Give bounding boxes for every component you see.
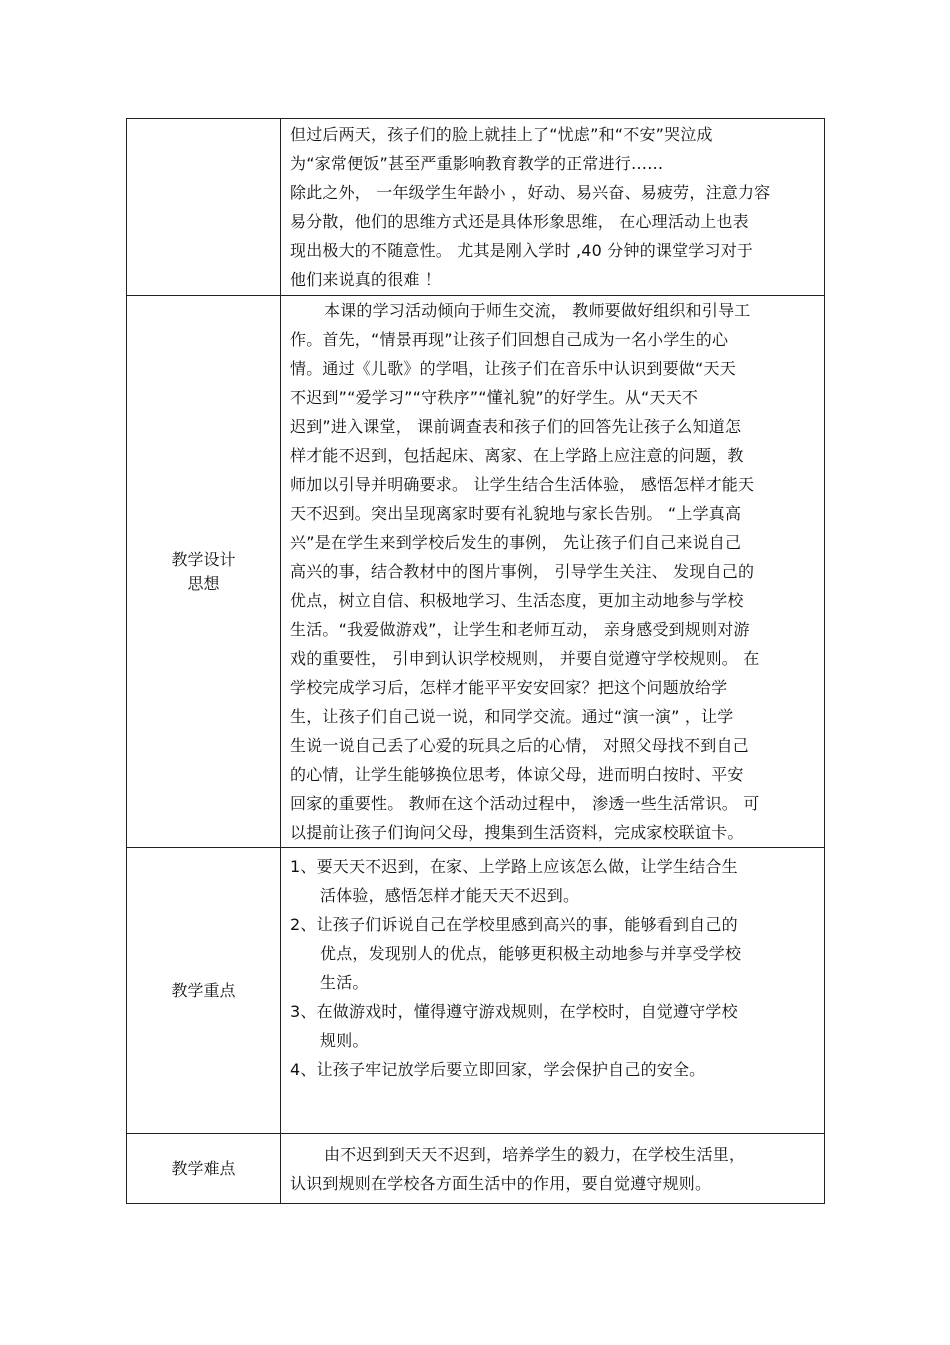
text-line: 情。通过《儿歌》的学唱，让孩子们在音乐中认识到要做“天天 [290,359,736,378]
text-line: 样才能不迟到，包括起床、离家、在上学路上应注意的问题，教 [290,446,744,465]
list-item [290,1055,814,1084]
text-line: 天不迟到。突出呈现离家时要有礼貌地与家长告别。 “上学真高 [290,504,742,523]
text-line: 师加以引导并明确要求。 让学生结合生活体验， 感悟怎样才能天 [290,475,755,494]
difficulties-text [281,1134,825,1204]
table-row-background [127,119,825,296]
text-line: 以提前让孩子们询问父母，搜集到生活资料，完成家校联谊卡。 [290,823,744,842]
text-line: 高兴的事，结合教材中的图片事例， 引导学生关注、 发现自己的 [290,562,755,581]
row-label-difficulties: 教学难点 [127,1134,281,1204]
text-line: 学校完成学习后，怎样才能平平安安回家？把这个问题放给学 [290,678,728,697]
background-text [281,119,825,296]
text-line: 兴”是在学生来到学校后发生的事例， 先让孩子们自己来说自己 [290,533,742,552]
text-line: 易分散，他们的思维方式还是具体形象思维， 在心理活动上也表 [290,212,749,231]
label-line: 思想 [187,573,220,593]
design-idea-text [281,296,825,848]
text-line: 他们来说真的很难 ！ [290,270,442,289]
text-line: 的心情，让学生能够换位思考，体谅父母，进而明白按时、平安 [290,765,744,784]
row-label-empty [127,119,281,296]
text-line: 生活。“我爱做游戏”，让学生和老师互动， 亲身感受到规则对游 [290,620,750,639]
text-line: 除此之外， 一年级学生年龄小 ，好动、易兴奋、易疲劳，注意力容 [290,183,771,202]
text-line: 3、在做游戏时，懂得遵守游戏规则，在学校时，自觉遵守学校 [290,1002,738,1021]
text-line: 优点，发现别人的优点，能够更积极主动地参与并享受学校 [320,944,742,963]
list-item [290,910,814,997]
text-line: 生说一说自己丢了心爱的玩具之后的心情， 对照父母找不到自己 [290,736,749,755]
text-line: 回家的重要性。 教师在这个活动过程中， 渗透一些生活常识。 可 [290,794,760,813]
text-line: 但过后两天，孩子们的脸上就挂上了“忧虑”和“不安”哭泣成 [290,125,713,144]
text-line: 作。首先，“情景再现”让孩子们回想自己成为一名小学生的心 [290,330,729,349]
text-line: 不迟到”“爱学习”“守秩序”“懂礼貌”的好学生。从“天天不 [290,388,699,407]
list-item [290,852,814,910]
table-row-key-points [127,848,825,1134]
list-item [290,997,814,1055]
lesson-plan-table [126,118,825,1204]
text-line: 优点，树立自信、积极地学习、生活态度，更加主动地参与学校 [290,591,744,610]
row-label-key-points: 教学重点 [127,848,281,1134]
text-line: 由不迟到到天天不迟到，培养学生的毅力，在学校生活里， [324,1144,746,1164]
text-line: 本课的学习活动倾向于师生交流， 教师要做好组织和引导工 [324,301,751,320]
text-line: 2、让孩子们诉说自己在学校里感到高兴的事，能够看到自己的 [290,915,738,934]
row-label-design-idea [127,296,281,848]
text-line: 为“家常便饭”甚至严重影响教育教学的正常进行…… [290,154,664,173]
table-row-difficulties [127,1134,825,1204]
text-line: 1、要天天不迟到，在家、上学路上应该怎么做，让学生结合生 [290,857,738,876]
text-line: 4、让孩子牢记放学后要立即回家，学会保护自己的安全。 [290,1060,706,1079]
key-points-list [281,848,825,1134]
table-row-design-idea [127,296,825,848]
text-line: 活体验，感悟怎样才能天天不迟到。 [320,886,580,905]
text-line: 规则。 [320,1031,369,1050]
text-line: 认识到规则在学校各方面生活中的作用，要自觉遵守规则。 [290,1173,712,1193]
text-line: 迟到”进入课堂， 课前调查表和孩子们的回答先让孩子么知道怎 [290,417,742,436]
text-line: 生活。 [320,973,369,992]
label-line: 教学设计 [171,549,236,569]
text-line: 生，让孩子们自己说一说，和同学交流。通过“演一演” ，让学 [290,707,734,726]
text-line: 现出极大的不随意性。 尤其是刚入学时 ,40 分钟的课堂学习对于 [290,241,754,260]
text-line: 戏的重要性， 引申到认识学校规则， 并要自觉遵守学校规则。 在 [290,649,760,668]
